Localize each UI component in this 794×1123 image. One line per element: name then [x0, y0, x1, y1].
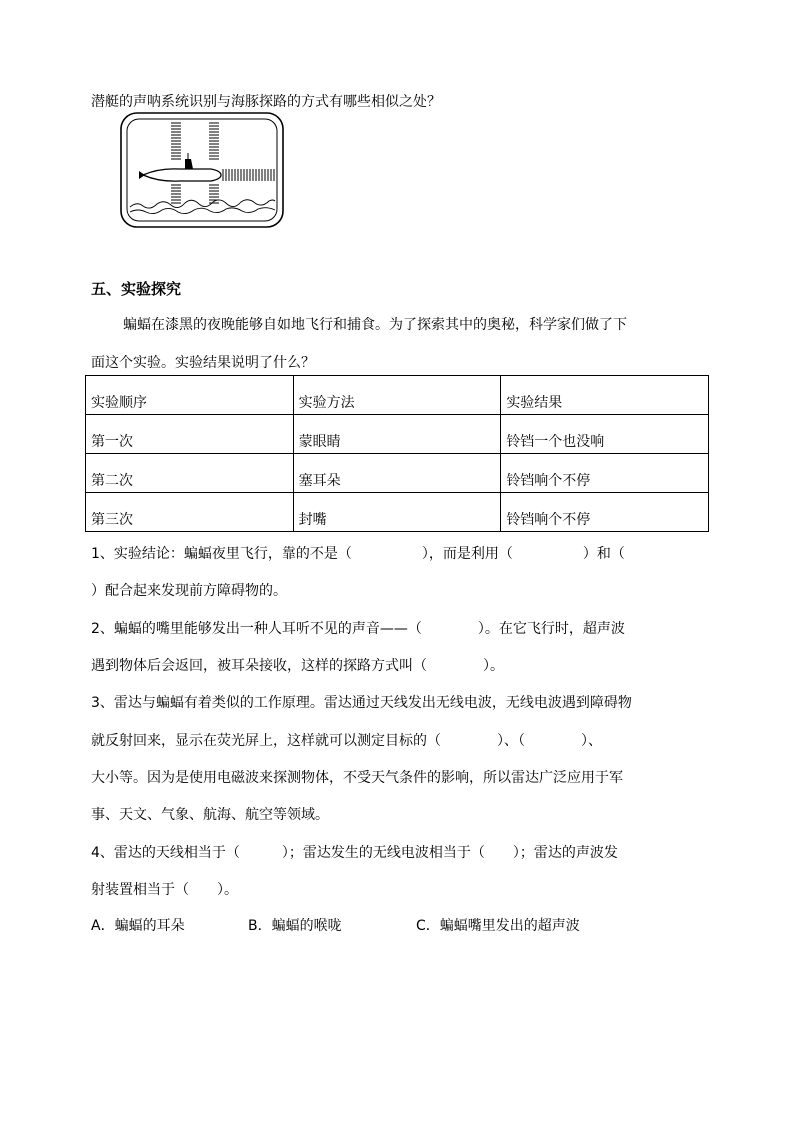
- question-2-line2: 遇到物体后会返回，被耳朵接收，这样的探路方式叫（ ）。: [91, 658, 504, 674]
- table-cell: 封嘴: [293, 493, 501, 532]
- intro-question: 潜艇的声呐系统识别与海豚探路的方式有哪些相似之处？: [91, 94, 441, 110]
- question-4-line1: 4、雷达的天线相当于（ ）；雷达发生的无线电波相当于（ ）；雷达的声波发: [91, 845, 618, 861]
- table-header-cell: 实验方法: [293, 376, 501, 415]
- section-paragraph-line2: 面这个实验。实验结果说明了什么？: [91, 355, 315, 371]
- question-1-line2: ）配合起来发现前方障碍物的。: [91, 583, 287, 599]
- table-cell: 第二次: [86, 454, 294, 493]
- question-4-line2: 射装置相当于（ ）。: [91, 882, 238, 898]
- question-3-line4: 事、天文、气象、航海、航空等领域。: [91, 807, 329, 823]
- option-a: A．蝙蝠的耳朵: [91, 918, 185, 934]
- question-1-line1: 1、实验结论：蝙蝠夜里飞行，靠的不是（ ），而是利用（ ）和（: [91, 546, 625, 562]
- experiment-table: [85, 375, 709, 532]
- table-row: [86, 454, 709, 493]
- section-paragraph-line1: 蝙蝠在漆黑的夜晚能够自如地飞行和捕食。为了探索其中的奥秘，科学家们做了下: [123, 317, 627, 333]
- table-row: [86, 415, 709, 454]
- table-cell: 塞耳朵: [293, 454, 501, 493]
- table-cell: 铃铛响个不停: [501, 454, 709, 493]
- table-header-row: [86, 376, 709, 415]
- table-cell: 蒙眼睛: [293, 415, 501, 454]
- table-row: [86, 493, 709, 532]
- question-3-line2: 就反射回来，显示在荧光屏上，这样就可以测定目标的（ ）、（ ）、: [91, 733, 602, 749]
- option-c: C．蝙蝠嘴里发出的超声波: [416, 918, 580, 934]
- table-cell: 铃铛一个也没响: [501, 415, 709, 454]
- section-title: 五、实验探究: [91, 280, 182, 298]
- option-b: B．蝙蝠的喉咙: [248, 918, 342, 934]
- question-3-line1: 3、雷达与蝙蝠有着类似的工作原理。雷达通过天线发出无线电波，无线电波遇到障碍物: [91, 695, 632, 711]
- question-2-line1: 2、蝙蝠的嘴里能够发出一种人耳听不见的声音——（ ）。在它飞行时，超声波: [91, 621, 625, 637]
- submarine-sonar-illustration: [119, 111, 285, 229]
- table-cell: 第三次: [86, 493, 294, 532]
- table-header-cell: 实验顺序: [86, 376, 294, 415]
- table-header-cell: 实验结果: [501, 376, 709, 415]
- table-cell: 第一次: [86, 415, 294, 454]
- table-cell: 铃铛响个不停: [501, 493, 709, 532]
- question-3-line3: 大小等。因为是使用电磁波来探测物体，不受天气条件的影响，所以雷达广泛应用于军: [91, 770, 623, 786]
